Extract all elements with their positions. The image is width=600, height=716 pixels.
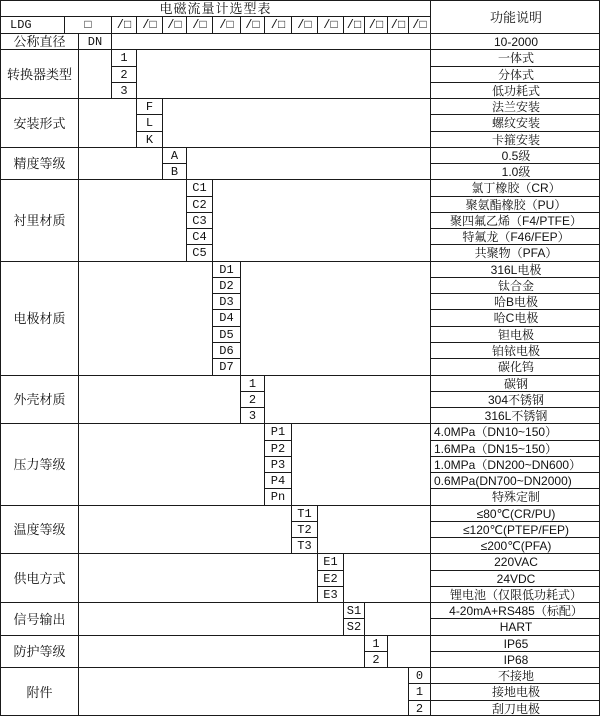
desc-cell: 聚四氟乙烯（F4/PTFE） bbox=[431, 213, 600, 229]
desc-cell: 10-2000 bbox=[431, 34, 600, 50]
desc-cell: 刮刀电极 bbox=[431, 701, 600, 716]
category-cell: 温度等级 bbox=[1, 506, 79, 554]
table-title: 电磁流量计选型表 bbox=[1, 1, 431, 17]
code-cell: DN bbox=[79, 34, 112, 50]
code-cell: D1 bbox=[213, 262, 241, 278]
code-cell: C2 bbox=[187, 197, 213, 213]
gap-cell bbox=[79, 148, 163, 180]
desc-cell: 1.6MPa（DN15~150） bbox=[431, 441, 600, 457]
desc-cell: ≤120℃(PTEP/FEP) bbox=[431, 522, 600, 538]
desc-cell: IP65 bbox=[431, 636, 600, 652]
category-cell: 外壳材质 bbox=[1, 376, 79, 424]
desc-cell: 螺纹安装 bbox=[431, 115, 600, 132]
model-slot-cell: /□ bbox=[388, 17, 409, 34]
code-cell: 1 bbox=[241, 376, 265, 392]
model-slot-cell: /□ bbox=[318, 17, 344, 34]
desc-cell: 316L不锈钢 bbox=[431, 408, 600, 424]
code-cell: D3 bbox=[213, 294, 241, 310]
desc-cell: 一体式 bbox=[431, 50, 600, 67]
desc-cell: 钽电极 bbox=[431, 327, 600, 343]
model-slot-cell: /□ bbox=[137, 17, 163, 34]
desc-cell: 聚氨酯橡胶（PU） bbox=[431, 197, 600, 213]
code-cell: E2 bbox=[318, 571, 344, 587]
code-cell: 3 bbox=[241, 408, 265, 424]
code-cell: T1 bbox=[292, 506, 318, 522]
code-cell: D2 bbox=[213, 278, 241, 294]
desc-cell: 特氟龙（F46/FEP） bbox=[431, 229, 600, 245]
code-cell: C5 bbox=[187, 245, 213, 262]
code-cell: S1 bbox=[344, 603, 365, 619]
code-cell: 1 bbox=[409, 684, 431, 701]
gap-cell bbox=[318, 506, 431, 554]
code-cell: C3 bbox=[187, 213, 213, 229]
model-slot-cell: /□ bbox=[187, 17, 213, 34]
category-cell: 附件 bbox=[1, 668, 79, 716]
desc-cell: 0.5级 bbox=[431, 148, 600, 164]
code-cell: D6 bbox=[213, 343, 241, 359]
model-slot-cell: /□ bbox=[344, 17, 365, 34]
gap-cell bbox=[344, 554, 431, 603]
desc-cell: 不接地 bbox=[431, 668, 600, 684]
code-cell: D7 bbox=[213, 359, 241, 376]
code-cell: D4 bbox=[213, 310, 241, 327]
category-cell: 信号输出 bbox=[1, 603, 79, 636]
model-slot-cell: /□ bbox=[213, 17, 241, 34]
desc-cell: 4-20mA+RS485（标配） bbox=[431, 603, 600, 619]
code-cell: P3 bbox=[265, 457, 292, 473]
model-slot-cell: /□ bbox=[365, 17, 388, 34]
code-cell: 2 bbox=[409, 701, 431, 716]
model-slot-cell: /□ bbox=[292, 17, 318, 34]
model-slot-cell: /□ bbox=[241, 17, 265, 34]
code-cell: E1 bbox=[318, 554, 344, 571]
desc-cell: ≤80℃(CR/PU) bbox=[431, 506, 600, 522]
desc-cell: 4.0MPa（DN10~150） bbox=[431, 424, 600, 441]
gap-cell bbox=[213, 180, 431, 262]
gap-cell bbox=[365, 603, 431, 636]
desc-cell: 分体式 bbox=[431, 67, 600, 83]
gap-cell bbox=[79, 376, 241, 424]
model-slot-cell: /□ bbox=[409, 17, 431, 34]
desc-cell: 铂铱电极 bbox=[431, 343, 600, 359]
desc-cell: 共聚物（PFA） bbox=[431, 245, 600, 262]
desc-cell: 哈C电极 bbox=[431, 310, 600, 327]
gap-cell bbox=[241, 262, 431, 376]
gap-cell bbox=[79, 50, 112, 99]
desc-cell: 钛合金 bbox=[431, 278, 600, 294]
category-cell: 防护等级 bbox=[1, 636, 79, 668]
code-cell: T3 bbox=[292, 538, 318, 554]
desc-cell: 氯丁橡胶（CR） bbox=[431, 180, 600, 197]
code-cell: S2 bbox=[344, 619, 365, 636]
category-cell: 衬里材质 bbox=[1, 180, 79, 262]
code-cell: P1 bbox=[265, 424, 292, 441]
code-cell: P2 bbox=[265, 441, 292, 457]
desc-cell: 24VDC bbox=[431, 571, 600, 587]
desc-cell: 304不锈钢 bbox=[431, 392, 600, 408]
desc-cell: 哈B电极 bbox=[431, 294, 600, 310]
model-box-cell: □ bbox=[65, 17, 112, 34]
code-cell: 2 bbox=[365, 652, 388, 668]
code-cell: 2 bbox=[241, 392, 265, 408]
code-cell: Pn bbox=[265, 489, 292, 506]
desc-cell: 碳钢 bbox=[431, 376, 600, 392]
code-cell: P4 bbox=[265, 473, 292, 489]
category-cell: 精度等级 bbox=[1, 148, 79, 180]
desc-cell: 低功耗式 bbox=[431, 83, 600, 99]
gap-cell bbox=[112, 34, 431, 50]
code-cell: 0 bbox=[409, 668, 431, 684]
desc-cell: ≤200℃(PFA) bbox=[431, 538, 600, 554]
category-cell: 转换器类型 bbox=[1, 50, 79, 99]
function-column-header: 功能说明 bbox=[431, 1, 600, 34]
model-prefix-cell: LDG bbox=[1, 17, 65, 34]
desc-cell: 316L电极 bbox=[431, 262, 600, 278]
gap-cell bbox=[79, 99, 137, 148]
gap-cell bbox=[388, 636, 431, 668]
category-cell: 压力等级 bbox=[1, 424, 79, 506]
model-slot-cell: /□ bbox=[265, 17, 292, 34]
desc-cell: HART bbox=[431, 619, 600, 636]
desc-cell: IP68 bbox=[431, 652, 600, 668]
gap-cell bbox=[265, 376, 431, 424]
gap-cell bbox=[163, 99, 431, 148]
category-cell: 供电方式 bbox=[1, 554, 79, 603]
gap-cell bbox=[79, 506, 292, 554]
category-cell: 公称直径 bbox=[1, 34, 79, 50]
gap-cell bbox=[79, 636, 365, 668]
code-cell: L bbox=[137, 115, 163, 132]
code-cell: 3 bbox=[112, 83, 137, 99]
code-cell: K bbox=[137, 132, 163, 148]
gap-cell bbox=[79, 180, 187, 262]
desc-cell: 锂电池（仅限低功耗式） bbox=[431, 587, 600, 603]
desc-cell: 0.6MPa(DN700~DN2000) bbox=[431, 473, 600, 489]
code-cell: F bbox=[137, 99, 163, 115]
code-cell: 2 bbox=[112, 67, 137, 83]
gap-cell bbox=[292, 424, 431, 506]
model-slot-cell: /□ bbox=[112, 17, 137, 34]
code-cell: 1 bbox=[365, 636, 388, 652]
code-cell: T2 bbox=[292, 522, 318, 538]
desc-cell: 碳化钨 bbox=[431, 359, 600, 376]
desc-cell: 接地电极 bbox=[431, 684, 600, 701]
desc-cell: 220VAC bbox=[431, 554, 600, 571]
code-cell: A bbox=[163, 148, 187, 164]
desc-cell: 卡箍安装 bbox=[431, 132, 600, 148]
model-slot-cell: /□ bbox=[163, 17, 187, 34]
gap-cell bbox=[79, 554, 318, 603]
desc-cell: 1.0MPa（DN200~DN600） bbox=[431, 457, 600, 473]
category-cell: 安装形式 bbox=[1, 99, 79, 148]
category-cell: 电极材质 bbox=[1, 262, 79, 376]
gap-cell bbox=[79, 262, 213, 376]
gap-cell bbox=[79, 603, 344, 636]
desc-cell: 特殊定制 bbox=[431, 489, 600, 506]
code-cell: C1 bbox=[187, 180, 213, 197]
desc-cell: 法兰安装 bbox=[431, 99, 600, 115]
gap-cell bbox=[79, 668, 409, 716]
code-cell: C4 bbox=[187, 229, 213, 245]
code-cell: D5 bbox=[213, 327, 241, 343]
gap-cell bbox=[187, 148, 431, 180]
desc-cell: 1.0级 bbox=[431, 164, 600, 180]
gap-cell bbox=[79, 424, 265, 506]
code-cell: B bbox=[163, 164, 187, 180]
code-cell: E3 bbox=[318, 587, 344, 603]
gap-cell bbox=[137, 50, 431, 99]
code-cell: 1 bbox=[112, 50, 137, 67]
